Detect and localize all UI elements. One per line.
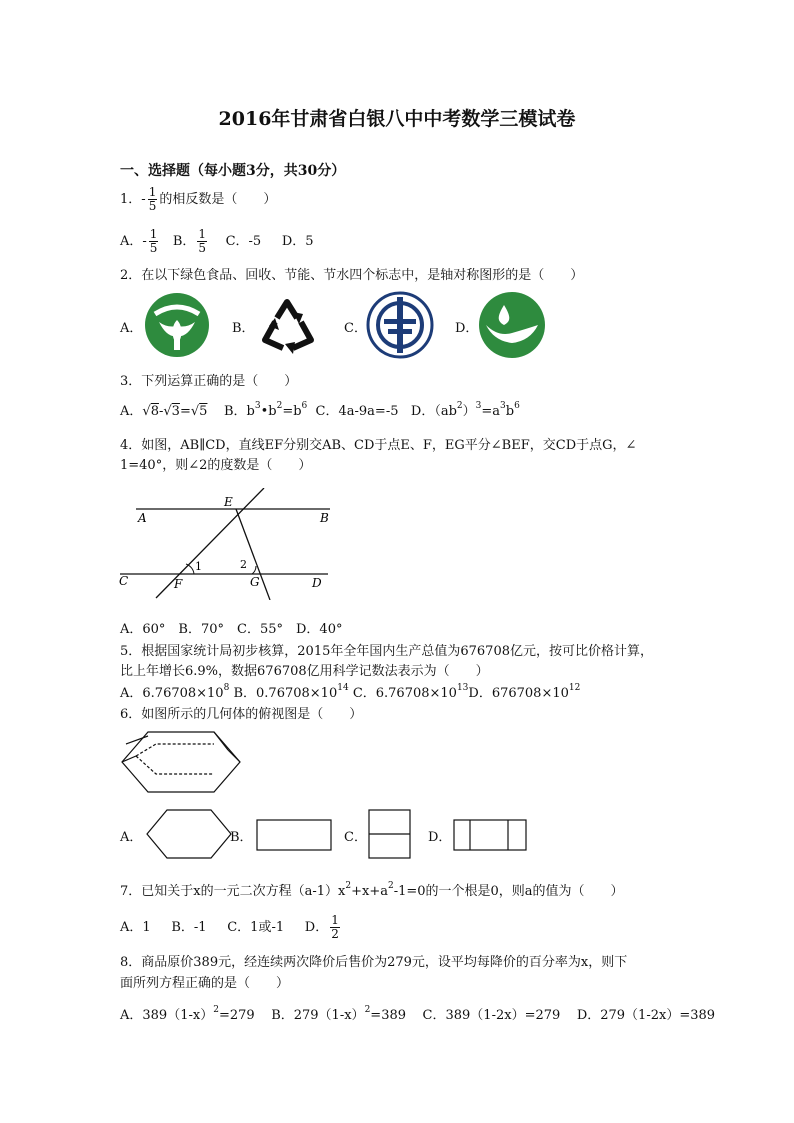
q1-option-b-label: B． [172,234,196,249]
q8-option-b: B．279（1-x） [271,1008,365,1023]
q8-option-a: A．389（1-x） [120,1008,214,1023]
q5-d-exp: 12 [568,683,581,693]
q6-option-b-rectangle [255,818,333,852]
q1-number: 1． [120,192,142,207]
q1-option-a-sign: - [142,234,147,249]
question-8-line-2: 面所列方程正确的是（ ） [120,976,290,991]
q7-exp-1: 2 [345,881,352,891]
q3-b-eq: =b [282,404,302,419]
question-4-line-1: 4．如图，AB∥CD，直线EF分别交AB、CD于点E、F，EG平分∠BEF，交CD于点G，∠ [120,438,637,453]
q7-text-post: -1=0的一个根是0，则a的值为（ ） [393,884,624,899]
q6-option-d-three-cell-rectangle [452,818,528,852]
question-5-line-2: 比上年增长6.9%，数据676708亿用科学记数法表示为（ ） [120,664,489,679]
q6-option-c-split-rectangle [367,808,412,860]
q3-b-exp1: 3 [254,401,261,411]
q1-options [120,228,314,255]
q1-option-a-fraction [149,228,159,255]
q4-parallel-lines-diagram [116,488,338,600]
q3-b-base: B．b [223,404,255,419]
q2-option-c-label: C． [344,321,367,336]
q3-a-radicand-3: 5 [199,404,208,419]
q3-b-exp2: 2 [276,401,283,411]
q7-text-pre: 7．已知关于x的一元二次方程（a-1）x [120,884,346,899]
q5-option-b: B．0.76708×10 [233,686,338,701]
energy-saving-logo-icon [366,291,434,359]
q3-a-minus: - [158,404,164,419]
q7-option-a: A．1 [120,920,151,935]
q1-text: 的相反数是（ ） [159,192,277,207]
q7-exp-2: 2 [387,881,394,891]
q8-b-exp: 2 [364,1005,371,1015]
q8-a-exp: 2 [213,1005,219,1015]
q8-option-d: D．279（1-2x）=389 [576,1008,716,1023]
q1-denominator: 5 [148,199,157,213]
q3-options [120,400,520,419]
question-3: 3．下列运算正确的是（ ） [120,374,298,389]
q7-option-d-fraction [330,914,340,941]
line-ef [156,488,264,598]
page-title: 2016年甘肃省白银八中中考数学三模试卷 [218,108,576,130]
q7-d-num: 1 [331,913,339,927]
label-angle-2: 2 [240,558,247,571]
green-food-logo-icon [143,292,211,358]
q1-b-num: 1 [198,227,207,241]
label-e: E [224,495,233,509]
question-6: 6．如图所示的几何体的俯视图是（ ） [120,707,363,722]
q2-option-b-label: B． [232,321,255,336]
q5-option-c: C．6.76708×10 [352,686,457,701]
recycle-icon [255,292,321,358]
q5-a-exp: 8 [223,683,230,693]
q3-option-d [410,401,520,419]
q6-option-a-hexagon [145,808,233,860]
q3-b-exp3: 6 [301,401,308,411]
q1-numerator: 1 [148,185,157,199]
q5-option-d: D．676708×10 [468,686,569,701]
q1-a-den: 5 [149,241,158,255]
q3-d-eq: =a [481,404,501,419]
q8-option-c: C．389（1-2x）=279 [422,1008,561,1023]
q8-options [120,1004,715,1023]
q3-b-dot: •b [260,404,277,419]
q1-sign: - [141,192,146,207]
label-angle-1: 1 [195,560,202,573]
q3-d-exp2: 3 [475,401,482,411]
q7-option-d-label: D． [304,920,329,935]
q2-option-d-label: D． [455,321,479,336]
q6-option-c-label: C． [344,830,367,845]
q1-option-b-fraction [197,228,207,255]
q3-d-paren: ） [462,404,476,419]
q1-option-c: C．-5 [225,234,262,249]
question-5-line-1: 5．根据国家统计局初步核算，2015年全年国内生产总值为676708亿元，按可比价格计算， [120,644,653,659]
q6-option-d-label: D． [428,830,452,845]
label-c: C [119,574,129,588]
q5-b-exp: 14 [337,683,349,693]
q3-d-exp1: 2 [456,401,463,411]
q7-text-mid: +x+a [351,884,388,899]
label-b: B [320,511,329,525]
q3-d-exp3: 3 [500,401,506,411]
q8-a-rhs: =279 [218,1008,255,1023]
q3-d-base: D．（ab [410,404,457,419]
q3-a-expression: √8-√3=√5 [142,404,208,419]
water-saving-logo-icon [478,291,546,359]
label-a: A [138,511,147,525]
q6-hexagonal-prism-figure [118,726,246,798]
label-d: D [312,576,322,590]
q1-option-d: D．5 [281,234,314,249]
question-8-line-1: 8．商品原价389元，经连续两次降价后售价为279元，设平均每降价的百分率为x，则下 [120,955,628,970]
q7-d-den: 2 [331,927,339,941]
q5-option-a: A．6.76708×10 [120,686,224,701]
q7-options [120,914,342,941]
q2-option-a-label: A． [120,321,143,336]
q7-option-c: C．1或-1 [227,920,285,935]
question-4-line-2: 1=40°，则∠2的度数是（ ） [120,458,312,473]
q3-a-radicand-1: 8 [150,404,159,419]
q5-c-exp: 13 [456,683,469,693]
q3-option-c: C．4a-9a=-5 [315,404,399,419]
q3-a-radicand-2: 3 [171,404,180,419]
q3-a-eq: = [179,404,191,419]
q6-option-a-label: A． [120,830,143,845]
q3-option-a-label: A． [120,404,143,419]
question-2: 2．在以下绿色食品、回收、节能、节水四个标志中，是轴对称图形的是（ ） [120,268,584,283]
question-1 [120,186,276,213]
question-7 [120,880,624,899]
q7-option-b: B．-1 [171,920,207,935]
q6-option-b-label: B． [230,830,253,845]
section-heading: 一、选择题（每小题3分，共30分） [120,163,346,179]
q1-b-den: 5 [198,241,207,255]
q1-option-a-label: A． [120,234,143,249]
q3-d-b: b [505,404,515,419]
q1-a-num: 1 [149,227,158,241]
q3-option-b [223,401,308,419]
q1-fraction [148,186,158,213]
label-g: G [250,575,260,589]
label-f: F [174,577,183,591]
q4-options: A．60° B．70° C．55° D．40° [120,622,343,637]
q8-b-rhs: =389 [370,1008,407,1023]
q5-options [120,682,580,701]
q3-d-exp4: 6 [514,401,520,411]
